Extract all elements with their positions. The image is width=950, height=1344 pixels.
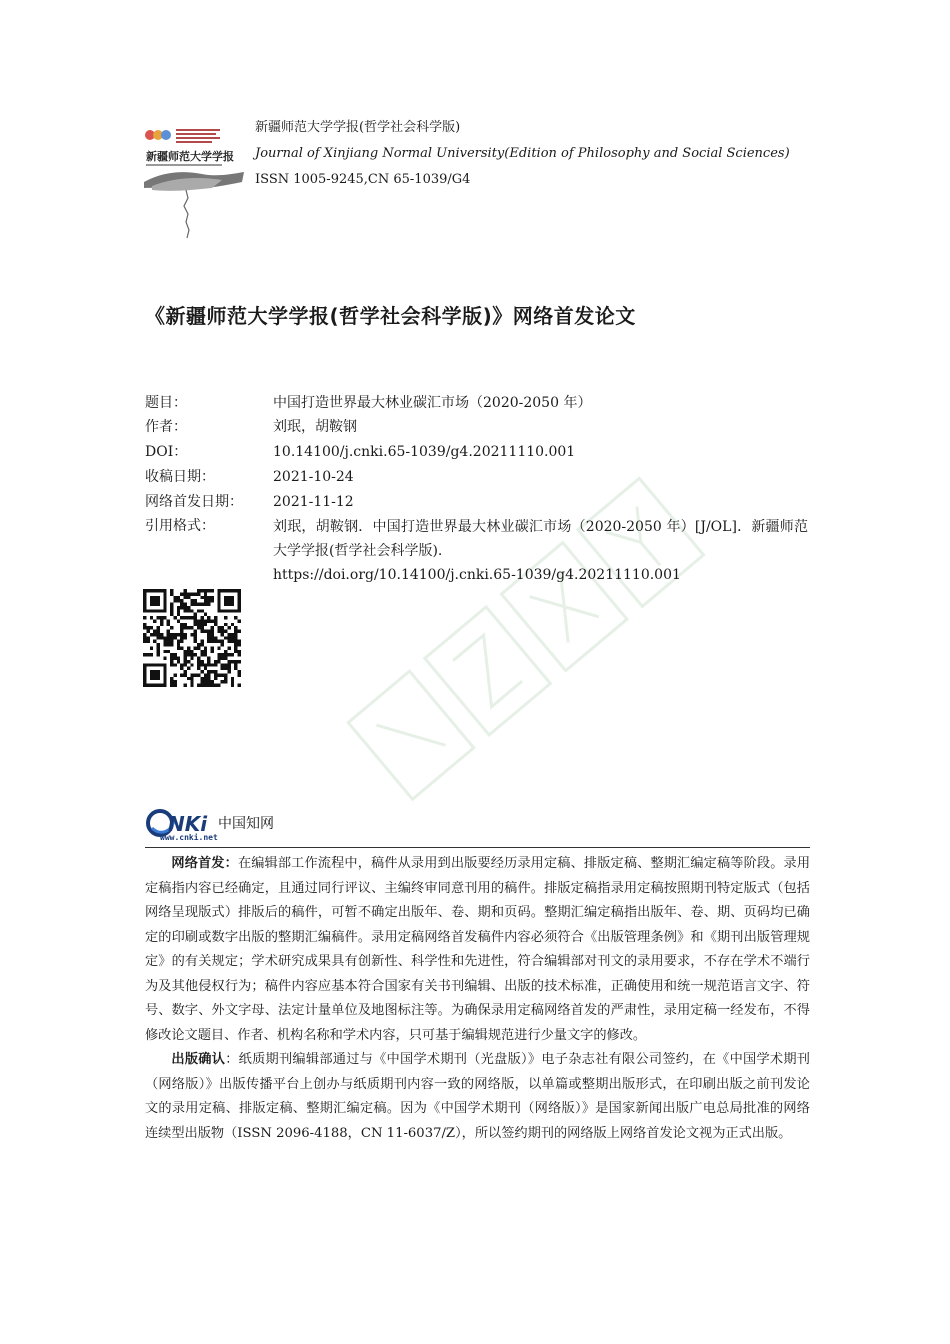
divider-line — [145, 847, 810, 848]
title-value: 中国打造世界最大林业碳汇市场（2020-2050 年） — [273, 395, 592, 411]
publication-confirm-text: ：纸质期刊编辑部通过与《中国学术期刊（光盘版）》电子杂志社有限公司签约，在《中国学术期刊（网络版）》出版传播平台上创办与纸质期刊内容一致的网络版，以单篇或整期出版形式，在印刷出版之前刊发论文的录用定稿、排版定稿、整期汇编定稿。因为《中国学术期刊（网络版）》是国家新闻出版广电总局批准的网络连续型出版物（ISSN 2096-4188，CN 11-6037/Z），所以签约期刊的网络版上网络首发论文视为正式出版。 — [145, 1052, 810, 1141]
citation-label: 引用格式： — [145, 518, 215, 534]
online-first-text: 在编辑部工作流程中，稿件从录用到出版要经历录用定稿、排版定稿、整期汇编定稿等阶段。录用定稿指内容已经确定，且通过同行评议、主编终审同意刊用的稿件。排版定稿指录用定稿按照期刊特定版式（包括网络呈现版式）排版后的稿件，可暂不确定出版年、卷、期和页码。整期汇编定稿指出版年、卷、期、页码均已确定的印刷或数字出版的整期汇编稿件。录用定稿网络首发稿件内容必须符合《出版管理条例》和《期刊出版管理规定》的有关规定；学术研究成果具有创新性、科学性和先进性，符合编辑部对刊文的录用要求，不存在学术不端行为及其他侵权行为；稿件内容应基本符合国家有关书刊编辑、出版的技术标准，正确使用和统一规范语言文字、符号、数字、外文字母、法定计量单位及地图标注等。为确保录用定稿网络首发的严肃性，录用定稿一经发布，不得修改论文题目、作者、机构名称和学术内容，只可基于编辑规范进行少量文字的修改。 — [145, 856, 811, 1043]
notice-section — [145, 852, 810, 1146]
online-date-value: 2021-11-12 — [273, 494, 354, 510]
citation-text: 刘珉，胡鞍钢．中国打造世界最大林业碳汇市场（2020-2050 年）[J/OL]．新疆师范大学学报(哲学社会科学版). — [273, 519, 808, 559]
journal-issn: ISSN 1005-9245,CN 65-1039/G4 — [255, 172, 471, 187]
received-date-label: 收稿日期： — [145, 469, 215, 485]
cnki-watermark-icon — [300, 450, 780, 830]
online-first-label: 网络首发： — [171, 856, 238, 871]
citation-value — [273, 515, 808, 587]
publication-confirm-label: 出版确认 — [171, 1052, 226, 1067]
citation-url-link[interactable]: https://doi.org/10.14100/j.cnki.65-1039/g4.20211110.001 — [273, 567, 681, 583]
title-label: 题目： — [145, 395, 187, 411]
cnki-logo-icon — [146, 806, 276, 842]
author-label: 作者： — [145, 419, 187, 435]
journal-name-en: Journal of Xinjiang Normal University(Edition of Philosophy and Social Sciences) — [255, 146, 790, 161]
cnki-cn-name: 中国知网 — [218, 816, 274, 832]
journal-name-cn: 新疆师范大学学报(哲学社会科学版) — [255, 120, 461, 135]
cnki-url: www.cnki.net — [160, 833, 218, 842]
author-value: 刘珉，胡鞍钢 — [273, 419, 357, 435]
journal-logo-icon — [142, 126, 246, 244]
page-title: 《新疆师范大学学报(哲学社会科学版)》网络首发论文 — [145, 304, 636, 328]
online-date-label: 网络首发日期： — [145, 494, 243, 510]
notice-paragraph-publication — [145, 1048, 810, 1146]
notice-paragraph-online-first — [145, 852, 810, 1048]
qr-code-icon — [143, 589, 241, 687]
doi-label: DOI： — [145, 444, 188, 460]
received-date-value: 2021-10-24 — [273, 469, 354, 485]
svg-text:NKi: NKi — [168, 812, 208, 836]
svg-text:新疆师范大学学报: 新疆师范大学学报 — [146, 150, 234, 163]
doi-value[interactable]: 10.14100/j.cnki.65-1039/g4.20211110.001 — [273, 444, 576, 460]
